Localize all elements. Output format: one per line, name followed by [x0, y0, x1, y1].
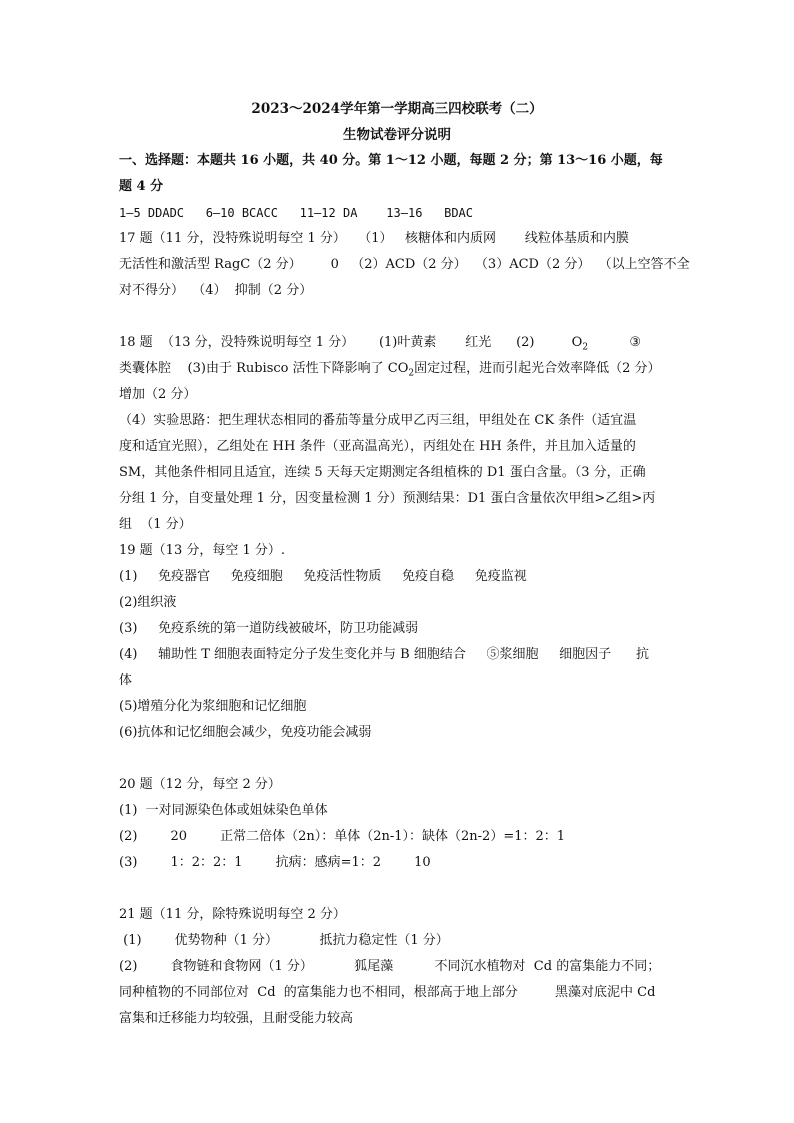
q20-line4: (3) 1：2：2：1 抗病：感病=1：2 10 [119, 855, 431, 870]
q19-line3: (2)组织液 [119, 595, 177, 610]
q19-line6: 体 [119, 673, 133, 688]
q17-line3: 对不得分） （4） 抑制（2 分） [119, 283, 313, 298]
o2-subscript: 2 [582, 342, 589, 353]
q19-line7: (5)增殖分化为浆细胞和记忆细胞 [119, 699, 307, 714]
q18-line8: 组 （1 分） [119, 517, 192, 532]
q18-line3: 增加（2 分） [119, 387, 197, 402]
q21-line4: 同种植物的不同部位对 Cd 的富集能力也不相同，根部高于地上部分 黑藻对底泥中 Cd [119, 985, 656, 1000]
document-title: 2023～2024学年第一学期高三四校联考（二） [251, 101, 543, 117]
q17-line1: 17 题（11 分，没特殊说明每空 1 分） （1） 核糖体和内质网 线粒体基质和内膜 [119, 231, 629, 246]
q21-line5: 富集和迁移能力均较强，且耐受能力较高 [119, 1011, 354, 1026]
q20-line3: (2) 20 正常二倍体（2n）：单体（2n-1）：缺体（2n-2）=1：2：1 [119, 829, 566, 844]
q18-line2-text: 类囊体腔 (3)由于 Rubisco 活性下降影响了 CO [119, 361, 409, 376]
q21-line3: (2) 食物链和食物网（1 分） 狐尾藻 不同沉水植物对 Cd 的富集能力不同； [119, 959, 661, 974]
q19-heading: 19 题（13 分，每空 1 分）. [119, 543, 286, 558]
q18-line7: 分组 1 分，自变量处理 1 分，因变量检测 1 分）预测结果：D1 蛋白含量依次甲组>乙组>丙 [119, 491, 656, 506]
q18-line2-tail: 固定过程，进而引起光合效率降低（2 分） [414, 361, 661, 376]
q19-line8: (6)抗体和记忆细胞会减少，免疫功能会减弱 [119, 725, 372, 740]
q18-line1 [119, 330, 641, 356]
q18-line5: 度和适宜光照），乙组处在 HH 条件（亚高温高光），丙组处在 HH 条件，并且加入适量的 [119, 439, 636, 454]
q20-line2: (1) 一对同源染色体或姐妹染色单体 [119, 803, 328, 818]
q18-line1-text: 18 题 （13 分，没特殊说明每空 1 分） (1)叶黄素 红光 (2) O [119, 335, 583, 350]
section1-heading-line1: 一、选择题：本题共 16 小题，共 40 分。第 1～12 小题，每题 2 分；第 13～16 小题，每 [119, 153, 663, 168]
q19-line2: (1) 免疫器官 免疫细胞 免疫活性物质 免疫自稳 免疫监视 [119, 569, 527, 584]
q19-line4: (3) 免疫系统的第一道防线被破坏，防卫功能减弱 [119, 621, 419, 636]
q19-line5: (4) 辅助性 T 细胞表面特定分子发生变化并与 B 细胞结合 ⑤浆细胞 细胞因子 抗 [119, 647, 649, 662]
choice-answers: 1—5 DDADC 6—10 BCACC 11—12 DA 13—16 BDAC [119, 206, 474, 220]
q18-line1-tail: ③ [588, 335, 642, 350]
q21-line2: (1) 优势物种（1 分） 抵抗力稳定性（1 分） [119, 933, 449, 948]
q18-line4: （4）实验思路：把生理状态相同的番茄等量分成甲乙丙三组，甲组处在 CK 条件（适宜温 [119, 413, 637, 428]
q21-heading: 21 题（11 分，除特殊说明每空 2 分） [119, 907, 346, 922]
q18-line6: SM，其他条件相同且适宜，连续 5 天每天定期测定各组植株的 D1 蛋白含量。（3 分，正确 [119, 465, 646, 480]
q20-heading: 20 题（12 分，每空 2 分） [119, 777, 281, 792]
section1-heading-line2: 题 4 分 [119, 179, 164, 194]
document-subtitle: 生物试卷评分说明 [343, 127, 451, 143]
q17-line2: 无活性和激活型 RagC（2 分） 0 （2）ACD（2 分） （3）ACD（2 分） （以上空答不全 [119, 257, 690, 272]
co2-subscript: 2 [408, 368, 415, 379]
q18-line2 [119, 356, 661, 382]
